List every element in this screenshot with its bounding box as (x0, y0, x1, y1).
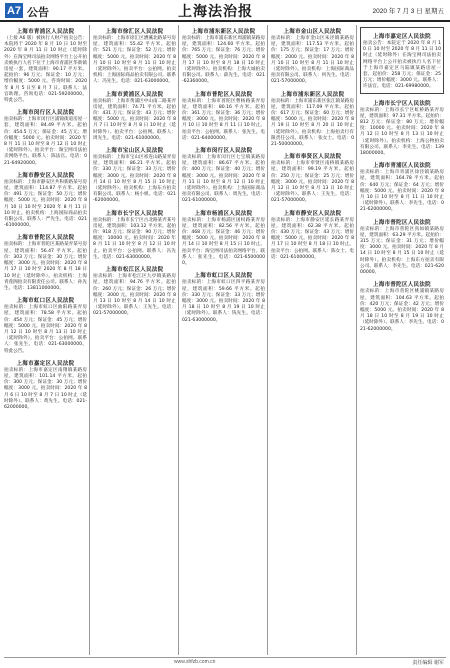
notice-body: 拍卖标的：上海市杨浦区国权路某弄房屋，建筑面积：82.56 平方米。起拍价：468 万元；保证金：46 万元；增价幅度：5000 元。拍卖时间：2020 年 8 月 14 日 10 时至 8 月 15 日 10 时止。拍卖平台：淘宝网司法拍卖网络平台。联系人：张先生。电话：021-65000000。 (182, 217, 265, 267)
notice-body: 拍卖标的：上海市普陀区真如镇某路房屋，建筑面积：63.29 平方米。起拍价：315 万元；保证金：31 万元；增价幅度：3000 元。拍卖时间：2020 年 8 月 14 日 10 时至 8 月 15 日 10 时止（延时除外）。拍卖机构：上海东方拍卖有限公司。联系人：李先生。电话：021-62000000。 (360, 226, 444, 276)
notice-column (271, 25, 357, 655)
court-notice (182, 90, 265, 142)
notice-title: 上海市金山区人民法院 (283, 29, 342, 35)
notice-title: 上海市奉贤区人民法院 (283, 154, 342, 161)
notice-title: 上海市静安区人民法院 (283, 210, 342, 217)
notice-title: 上海市宝山区人民法院 (105, 148, 164, 155)
notice-title: 上海市松江区人民法院 (105, 267, 164, 274)
footer-editor: 责任编辑 谢军 (412, 660, 444, 666)
court-notice (271, 209, 354, 261)
court-notice (360, 280, 444, 332)
court-notice (360, 161, 444, 213)
notice-title: 上海市虹口区人民法院 (16, 298, 75, 305)
notice-title: 上海市浦东新区人民法院 (191, 29, 256, 35)
court-notice (360, 99, 444, 158)
court-notice (271, 152, 354, 204)
court-notice (182, 271, 265, 323)
court-notice (93, 90, 176, 142)
court-notice (4, 233, 87, 292)
notice-body: 拍卖标的：上海市徐汇区漕溪北路某号房屋，建筑面积：55.42 平方米。起拍价：521 万元；保证金：52 万元；增价幅度：5000 元。拍卖时间：2020 年 8 月 10 日 10 时至 8 月 11 日 10 时止（延时除外）。拍卖平台：公拍网。拍卖机构：上海国际商品拍卖有限公司。联系人：冯先生。电话：021-63000000。 (93, 36, 176, 85)
section-label: 公告 (27, 6, 49, 19)
notice-body: 拍卖标的：上海市青浦区徐泾镇某路房屋，建筑面积：164.78 平方米。起拍价：640 万元；保证金：64 万元；增价幅度：5000 元。拍卖时间：2020 年 8 月 10 日 10 时至 8 月 11 日 10 时止（延时除外）。联系人：李先生。电话：021-62000000。 (360, 170, 444, 213)
court-notice (360, 27, 444, 94)
court-notice (360, 218, 444, 277)
newspaper-masthead: 上海法治报 (178, 4, 253, 20)
notice-title: 上海市长宁区人民法院 (372, 100, 431, 107)
notice-body: 拍卖标的：上海市静安区共和新路某号房屋，建筑面积：114.87 平方米。起拍价：491 万元；保证金：50 万元；增价幅度：5000 元。拍卖时间：2020 年 8 月 10 日 10 时至 2020 年 8 月 11 日 10 时止。拍卖机构：上海国际商品拍卖有限公司。联系人：严先生。电话：021-61000000。 (4, 179, 87, 229)
court-notice (4, 359, 87, 411)
notice-body: 拍卖标的：上海市浦东新区张江镇某路房屋，建筑面积：117.09 平方米。起拍价：617 万元；保证金：60 万元；增价幅度：5000 元。拍卖时间：2020 年 8 月 19 日 10 时至 8 月 20 日 10 时止（延时除外）。拍卖机构：上海拍卖行有限责任公司。联系人：张女士。电话：021-50000000。 (271, 98, 354, 148)
notice-column (360, 25, 446, 655)
notice-body: 拍卖标的：上海市奉贤区南桥镇某路房屋，建筑面积：99.19 平方米。起拍价：250 万元；保证金：25 万元；增价幅度：3000 元。拍卖时间：2020 年 8 月 12 日 10 时至 8 月 13 日 10 时止（延时除外）。联系人：王先生。电话：021-57000000。 (271, 161, 354, 204)
court-notice (93, 146, 176, 205)
notice-body: 拍卖标的：上海市普陀区曹杨路某弄房屋，建筑面积：80.16 平方米。起拍价：361 万元；保证金：36 万元；增价幅度：3000 元。拍卖时间：2020 年 8 月 10 日 10 时至 8 月 11 日 10 时止。拍卖平台：公拍网。联系人：张先生。电话：021-64000000。 (182, 98, 265, 141)
notice-body: 拍卖标的：上海市静安区延长路某弄房屋，建筑面积：62.38 平方米。起拍价：430 万元；保证金：43 万元；增价幅度：5000 元。拍卖时间：2020 年 8 月 17 日 10 时至 8 月 18 日 10 时止。拍卖平台：公拍网。联系人：陈女士。电话：021-61000000。 (271, 217, 354, 260)
notice-title: 上海市杨浦区人民法院 (194, 210, 253, 217)
court-notice (182, 27, 265, 86)
notice-body: 拍卖标的：上海市闵行区浦锦街道房屋一套，建筑面积：84.49 平方米。起拍价：454.5 万元；保证金：45 万元；增价幅度：5000 元。拍卖时间：2020 年 8 月 11 日 10 时至 8 月 12 日 10 时止（延时除外）。拍卖平台：淘宝网司法拍卖网络平台。联系人：陈法官。电话：021-64920000。 (4, 117, 87, 166)
court-notice (93, 209, 176, 261)
notice-title: 上海市嘉定区人民法院 (372, 34, 431, 40)
notice-title: 上海市虹口区人民法院 (194, 273, 253, 280)
notice-body: 拍卖标的：上海市普陀区桃浦镇某路房屋，建筑面积：104.63 平方米。起拍价：420 万元；保证金：42 万元；增价幅度：5000 元。拍卖时间：2020 年 8 月 18 日 10 时至 8 月 19 日 10 时止（延时除外）。联系人：李先生。电话：021-62000000。 (360, 289, 444, 332)
court-notice (182, 146, 265, 205)
notice-body: 拍卖标的：上海市松江区九亭镇某路房屋，建筑面积：94.76 平方米。起拍价：260 万元；保证金：26 万元；增价幅度：3000 元。拍卖时间：2020 年 8 月 13 日 10 时至 8 月 14 日 10 时止（延时除外）。联系人：王先生。电话：021-57000000。 (93, 274, 176, 317)
notice-title: 上海市普陀区人民法院 (16, 235, 75, 242)
notice-title: 上海市黄浦区人民法院 (105, 91, 164, 98)
notice-column (182, 25, 268, 655)
notice-title: 上海市闵行区人民法院 (194, 148, 253, 155)
notice-title: 上海市长宁区人民法院 (105, 210, 164, 217)
notice-title: 上海市闵行区人民法院 (16, 110, 75, 117)
notice-title: 上海市嘉定区人民法院 (16, 360, 75, 367)
notice-body: 拍卖标的：上海市金山区朱泾镇某路房屋，建筑面积：117.53 平方米。起拍价：175 万元；保证金：17 万元；增价幅度：2000 元。拍卖时间：2020 年 8 月 10 日 10 时至 8 月 11 日 10 时止（延时除外）。拍卖机构：上海国际商品拍卖有限公司。联系人：何先生。电话：021-57000000。 (271, 36, 354, 85)
notice-body: 拍卖标的：上海市宝山区祁连山路某弄房屋，建筑面积：86.21 平方米。起拍价：330 万元；保证金：33 万元；增价幅度：3000 元。拍卖时间：2020 年 8 月 14 日 10 时至 8 月 15 日 10 时止（延时除外）。拍卖机构：上海东方拍卖有限公司。联系人：杨小姐。电话：021-62000000。 (93, 155, 176, 204)
notice-column (4, 25, 90, 655)
notice-title: 上海市普陀区人民法院 (194, 91, 253, 98)
issue-date: 2020 年 7 月 3 日 星期五 (372, 8, 444, 15)
court-notice (4, 108, 87, 167)
notice-body: 拍卖标的：上海市闵行区七宝镇某路房屋，建筑面积：86.67 平方米。起拍价：400 万元；保证金：40 万元；增价幅度：3000 元。拍卖时间：2020 年 8 月 11 日 10 时至 8 月 12 日 10 时止（延时除外）。拍卖机构：上海国际商品拍卖有限公司。联系人：周先生。电话：021-61000000。 (182, 155, 265, 204)
notice-title: 上海市静安区人民法院 (16, 172, 75, 179)
notice-body: （上接 A6 版）被执行人财产拍卖公告：本院将于 2020 年 8 月 10 日 10 时至 2020 年 8 月 11 日 10 时止（延时除外）在淘宝网司法拍卖网络平台上公开拍卖被执行人名下位于上海市青浦区华新镇房屋一套，建筑面积：90.17 平方米。起拍价：96 万元；保证金：10 万元；增价幅度：5000 元。咨询时间：2020 年 8 月 5 日至 8 月 7 日。联系人：法官助理。咨询电话：021-59200000。特此公告。 (4, 36, 87, 104)
court-notice (271, 27, 354, 86)
notice-title: 上海市浦东新区人民法院 (280, 91, 345, 98)
notice-body: 拍卖标的：上海市虹口区四平路某弄房屋，建筑面积：59.66 平方米。起拍价：330 万元；保证金：33 万元；增价幅度：3000 元。拍卖时间：2020 年 8 月 18 日 10 时至 8 月 19 日 10 时止（延时除外）。联系人：钱先生。电话：021-63000000。 (182, 280, 265, 323)
notice-body: 拍卖公告：本院定于 2020 年 8 月 10 日 10 时至 2020 年 8 月 11 日 10 时止（延时除外）在淘宝网司法拍卖网络平台上公开拍卖被执行人名下位于上海市嘉定区马陆镇某路房屋一套。起拍价：258 万元；保证金：25 万元；增价幅度：3000 元。联系人：许法官。电话：021-69980000。 (363, 41, 441, 90)
page-footer (4, 657, 446, 668)
notice-title: 上海市青浦区人民法院 (372, 163, 431, 170)
court-notice (182, 209, 265, 268)
court-notice (271, 90, 354, 149)
page-number-badge: A7 (6, 4, 22, 17)
notice-body: 拍卖标的：上海市长宁区虹桥路某弄房屋，建筑面积：97.31 平方米。起拍价：812 万元；保证金：80 万元；增价幅度：10000 元。拍卖时间：2020 年 8 月 12 日 10 时至 8 月 13 日 10 时止（延时除外）。拍卖机构：上海公物拍卖有限公司。联系人：李先生。电话：13918000000。 (360, 107, 444, 157)
court-notice (93, 27, 176, 86)
notice-body: 拍卖标的：上海市普陀区某路某弄某号房屋，建筑面积：56.47 平方米。起拍价：303 万元；保证金：30 万元；增价幅度：3000 元。拍卖时间：2020 年 8 月 17 日 10 时至 2020 年 8 月 18 日 10 时止（延时除外）。拍卖机构：上海青莲阁拍卖有限责任公司。联系人：孙先生。电话：13811000000。 (4, 242, 87, 291)
court-notice (4, 171, 87, 230)
notice-body: 拍卖标的：上海市虹口区曲阳路某弄房屋，建筑面积：78.58 平方米。起拍价：454 万元；保证金：45 万元；增价幅度：5000 元。拍卖时间：2020 年 8 月 12 日 10 时至 8 月 13 日 10 时止（延时除外）。拍卖平台：公拍网。联系人：张先生。电话：021-63000000。特此公告。 (4, 305, 87, 354)
court-notice (4, 296, 87, 355)
court-notice (93, 265, 176, 317)
notice-body: 拍卖标的：上海市长宁区古北路某弄某号房屋，建筑面积：103.12 平方米。起拍价：918 万元；保证金：90 万元；增价幅度：10000 元。拍卖时间：2020 年 8 月 11 日 10 时至 8 月 12 日 10 时止。拍卖平台：公拍网。联系人：冯先生。电话：021-63000000。 (93, 217, 176, 260)
notice-title: 上海市青浦区人民法院 (16, 29, 75, 35)
page-header (0, 0, 450, 22)
notice-title: 上海市普陀区人民法院 (372, 282, 431, 289)
notice-column (93, 25, 179, 655)
notice-body: 拍卖标的：上海市黄浦区中山南二路某弄房屋，建筑面积：74.71 平方米。起拍价：431 万元；保证金：43 万元；增价幅度：5000 元。拍卖时间：2020 年 8 月 7 日 10 时至 8 月 8 日 10 时止（延时除外）。拍卖平台：公拍网。联系人：周先生。电话：021-61000000。 (93, 98, 176, 141)
notice-body: 拍卖标的：上海市浦东新区周浦镇某路房屋，建筑面积：124.60 平方米。起拍价：765 万元；保证金：76 万元；增价幅度：5000 元。拍卖时间：2020 年 8 月 17 日 10 时至 8 月 18 日 10 时止（延时除外）。拍卖机构：上海大诚拍卖有限公司。联系人：薛先生。电话：021-62360000。 (182, 36, 265, 85)
notice-columns (4, 25, 446, 655)
notice-title: 上海市徐汇区人民法院 (105, 29, 164, 35)
court-notice (4, 27, 87, 104)
notice-title: 上海市普陀区人民法院 (372, 219, 431, 226)
notice-body: 拍卖标的：上海市嘉定区南翔镇某路房屋，建筑面积：101.14 平方米。起拍价：300 万元；保证金：30 万元；增价幅度：3000 元。拍卖时间：2020 年 8 月 6 日 10 时至 8 月 7 日 10 时止（延时除外）。联系人：黄先生。电话：021-62000000。 (4, 367, 87, 410)
footer-url: www.shfzb.com.cn (174, 659, 216, 665)
